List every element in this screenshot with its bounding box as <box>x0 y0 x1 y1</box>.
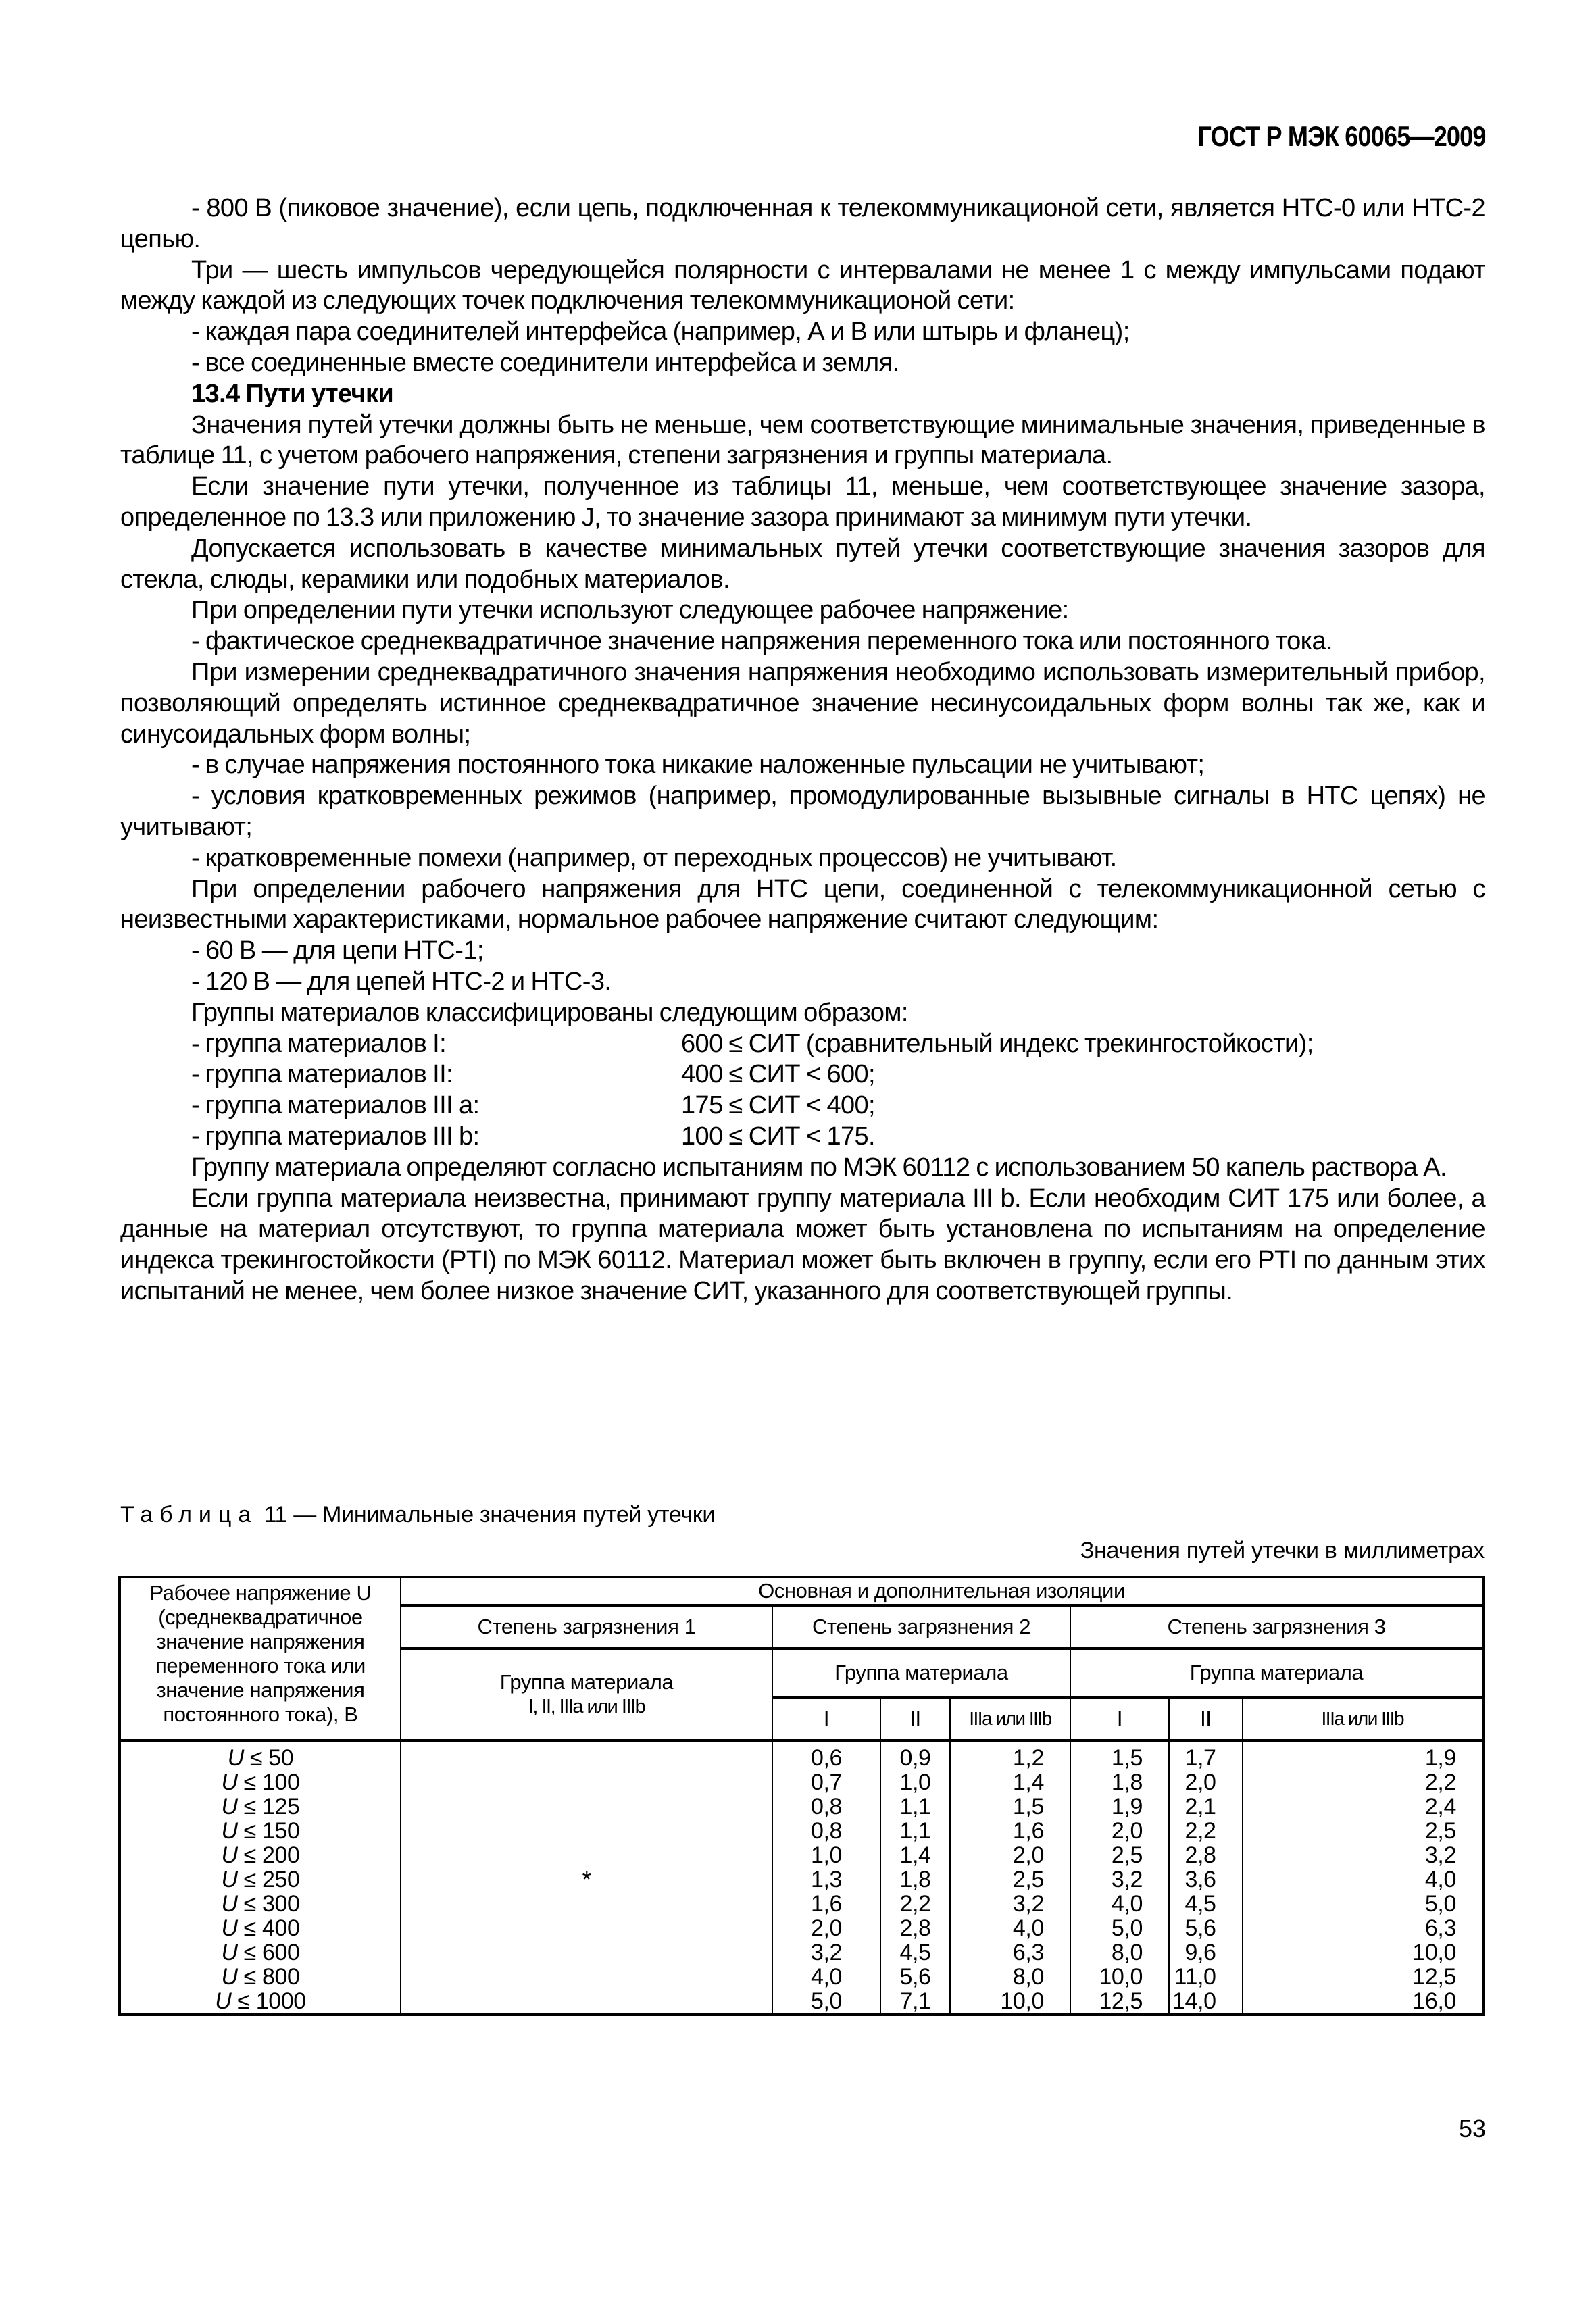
voltage-limit: ≤ 150 <box>237 1818 300 1844</box>
creepage-value-cell: 3,2 <box>1070 1867 1169 1892</box>
header-pd2-material-group: Группа материала <box>772 1649 1070 1697</box>
paragraph: - фактическое среднеквадратичное значение напряжения переменного тока или постоянного тока. <box>191 627 1333 656</box>
paragraph: - все соединенные вместе соединители интерфейса и земля. <box>191 348 899 377</box>
paragraph: При определении рабочего напряжения для НТС цепи, соединенной с телекоммуникационной сетью с неизвестными характеристиками, нормальное рабочее напряжение считают следующим: <box>120 874 1485 934</box>
header-voltage-column <box>120 1577 401 1740</box>
table-row <box>120 1794 1483 1819</box>
voltage-symbol: U <box>221 1940 238 1965</box>
creepage-value-cell: 1,5 <box>950 1794 1070 1819</box>
creepage-value-cell: 1,6 <box>950 1819 1070 1843</box>
creepage-value-cell: 6,3 <box>1243 1916 1483 1940</box>
creepage-value-cell: 6,3 <box>950 1940 1070 1965</box>
creepage-value-cell: 3,2 <box>1243 1843 1483 1867</box>
paragraph: Группы материалов классифицированы следующим образом: <box>191 998 908 1027</box>
document-header: ГОСТ Р МЭК 60065—2009 <box>1197 120 1486 152</box>
paragraph: - каждая пара соединителей интерфейса (например, А и В или штырь и фланец); <box>191 318 1130 347</box>
creepage-value-cell: 10,0 <box>1243 1940 1483 1965</box>
material-group-item <box>120 1029 1485 1060</box>
paragraph: Значения путей утечки должны быть не меньше, чем соответствующие минимальные значения, приведенные в таблице 11, с учетом рабочего напряжения, степени загрязнения и группы материала. <box>120 410 1485 470</box>
voltage-limit: ≤ 300 <box>237 1891 300 1917</box>
creepage-value-cell: 5,6 <box>880 1965 950 1989</box>
header-sub-col: II <box>880 1697 950 1740</box>
voltage-symbol: U <box>221 1867 238 1892</box>
creepage-value-cell: 2,4 <box>1243 1794 1483 1819</box>
creepage-value-cell: 1,4 <box>950 1770 1070 1794</box>
voltage-limit: ≤ 600 <box>237 1940 300 1965</box>
creepage-value-cell: 2,0 <box>1070 1819 1169 1843</box>
header-sub-col: II <box>1169 1697 1243 1740</box>
creepage-value-cell: 3,6 <box>1169 1867 1243 1892</box>
creepage-value-cell: 1,6 <box>772 1892 880 1916</box>
header-insulation: Основная и дополнительная изоляции <box>401 1577 1483 1605</box>
creepage-value-cell: 4,5 <box>880 1940 950 1965</box>
paragraph: Группу материала определяют согласно испытаниям по МЭК 60112 с использованием 50 капель раствора А. <box>191 1153 1447 1182</box>
paragraph: - 120 В — для цепей НТС-2 и НТС-3. <box>191 967 612 996</box>
table-row <box>120 1843 1483 1867</box>
voltage-cell <box>120 1916 401 1940</box>
creepage-value-cell: 10,0 <box>1070 1965 1169 1989</box>
paragraph: При определении пути утечки используют следующее рабочее напряжение: <box>191 596 1069 625</box>
section-heading: 13.4 Пути утечки <box>191 379 394 408</box>
table-units-note: Значения путей утечки в миллиметрах <box>1080 1538 1485 1563</box>
creepage-value-cell: 0,8 <box>772 1794 880 1819</box>
paragraph: - 60 В — для цепи НТС-1; <box>191 936 484 965</box>
material-group-item <box>120 1059 1485 1090</box>
material-group-label: - группа материалов III b: <box>191 1122 480 1151</box>
paragraph: Допускается использовать в качестве минимальных путей утечки соответствующие значения зазоров для стекла, слюды, керамики или подобных материалов. <box>120 534 1485 594</box>
creepage-value-cell: 7,1 <box>880 1989 950 2015</box>
material-group-label: - группа материалов II: <box>191 1060 453 1089</box>
creepage-value-cell: 1,8 <box>1070 1770 1169 1794</box>
voltage-limit: ≤ 125 <box>237 1794 300 1819</box>
voltage-cell <box>120 1989 401 2015</box>
paragraph: - кратковременные помехи (например, от переходных процессов) не учитывают. <box>191 843 1117 872</box>
voltage-cell <box>120 1940 401 1965</box>
creepage-value-cell: 0,9 <box>880 1746 950 1770</box>
voltage-cell <box>120 1867 401 1892</box>
creepage-value-cell: 1,1 <box>880 1794 950 1819</box>
material-group-range: 400 ≤ СИТ < 600; <box>681 1060 876 1089</box>
creepage-value-cell: 2,5 <box>1070 1843 1169 1867</box>
voltage-limit: ≤ 400 <box>237 1915 300 1941</box>
creepage-value-cell: 2,0 <box>1169 1770 1243 1794</box>
material-group-item <box>120 1090 1485 1122</box>
table-row <box>120 1916 1483 1940</box>
voltage-cell <box>120 1892 401 1916</box>
creepage-value-cell: 16,0 <box>1243 1989 1483 2015</box>
creepage-value-cell: 5,0 <box>772 1989 880 2015</box>
creepage-value-cell: 2,2 <box>880 1892 950 1916</box>
table-body <box>120 1740 1483 2015</box>
header-pollution-degree-2: Степень загрязнения 2 <box>772 1605 1070 1649</box>
paragraph: - условия кратковременных режимов (например, промодулированные вызывные сигналы в НТС цепях) не учитывают; <box>120 782 1485 841</box>
creepage-value-cell: 2,0 <box>950 1843 1070 1867</box>
creepage-value-cell: 3,2 <box>772 1940 880 1965</box>
voltage-limit: ≤ 200 <box>237 1842 300 1868</box>
creepage-value-cell: 4,0 <box>1070 1892 1169 1916</box>
voltage-symbol: U <box>221 1915 238 1941</box>
voltage-cell <box>120 1843 401 1867</box>
creepage-value-cell: 8,0 <box>950 1965 1070 1989</box>
header-pd1-material-group <box>401 1649 772 1740</box>
creepage-value-cell: 1,4 <box>880 1843 950 1867</box>
voltage-symbol: U <box>221 1964 238 1990</box>
creepage-value-cell: 3,2 <box>950 1892 1070 1916</box>
creepage-value-cell: 1,7 <box>1169 1746 1243 1770</box>
voltage-cell <box>120 1819 401 1843</box>
creepage-value-cell: 0,6 <box>772 1746 880 1770</box>
header-sub-col: I <box>772 1697 880 1740</box>
table-row <box>120 1770 1483 1794</box>
creepage-value-cell: 1,0 <box>880 1770 950 1794</box>
header-pollution-degree-3: Степень загрязнения 3 <box>1070 1605 1483 1649</box>
material-group-label: - группа материалов III a: <box>191 1091 480 1120</box>
voltage-limit: ≤ 1000 <box>231 1988 306 2014</box>
table-row <box>120 1965 1483 1989</box>
table-caption <box>120 1502 715 1528</box>
table-row <box>120 1819 1483 1843</box>
table-row <box>120 1940 1483 1965</box>
table-row <box>120 1892 1483 1916</box>
table-caption-text: 11 — Минимальные значения путей утечки <box>257 1502 716 1528</box>
material-group-range: 175 ≤ СИТ < 400; <box>681 1091 876 1120</box>
material-groups-list <box>120 1029 1485 1153</box>
paragraph: - в случае напряжения постоянного тока никакие наложенные пульсации не учитывают; <box>191 751 1205 780</box>
creepage-value-cell: 1,2 <box>950 1746 1070 1770</box>
voltage-symbol: U <box>227 1745 244 1771</box>
creepage-value-cell: 4,0 <box>772 1965 880 1989</box>
voltage-cell <box>120 1965 401 1989</box>
creepage-value-cell: 5,6 <box>1169 1916 1243 1940</box>
creepage-value-cell: 1,0 <box>772 1843 880 1867</box>
creepage-value-cell: 1,8 <box>880 1867 950 1892</box>
creepage-value-cell: 11,0 <box>1169 1965 1243 1989</box>
creepage-value-cell: 8,0 <box>1070 1940 1169 1965</box>
material-group-range: 100 ≤ СИТ < 175. <box>681 1122 876 1151</box>
header-pd3-material-group: Группа материала <box>1070 1649 1483 1697</box>
table-row <box>120 1989 1483 2015</box>
paragraph: При измерении среднеквадратичного значения напряжения необходимо использовать измерительный прибор, позволяющий определять истинное среднеквадратичное значение несинусоидальных форм волны так же, как и синусоидальных форм волны; <box>120 657 1485 749</box>
header-voltage-text: Рабочее напряжение U (среднеквадратичное значение напряжения переменного тока или значение напряжения постоянного тока), В <box>149 1581 372 1726</box>
creepage-value-cell: 2,5 <box>1243 1819 1483 1843</box>
voltage-limit: ≤ 50 <box>243 1745 294 1771</box>
creepage-value-cell: 10,0 <box>950 1989 1070 2015</box>
voltage-limit: ≤ 800 <box>237 1964 300 1990</box>
creepage-value-cell: 4,0 <box>950 1916 1070 1940</box>
creepage-table <box>118 1576 1485 2016</box>
table-caption-prefix: Таблица <box>120 1502 258 1528</box>
material-group-item <box>120 1122 1485 1153</box>
creepage-value-cell: 5,0 <box>1070 1916 1169 1940</box>
creepage-value-cell: 14,0 <box>1169 1989 1243 2015</box>
voltage-limit: ≤ 250 <box>237 1867 300 1892</box>
paragraph: Если группа материала неизвестна, принимают группу материала III b. Если необходим СИТ 175 или более, а данные на материал отсутствуют, то группа материала может быть установлена по испытаниям на определение индекса трекингостойкости (PTI) по МЭК 60112. Материал может быть включен в группу, если его PTI по данным этих испытаний не менее, чем более низкое значение СИТ, указанного для соответствующей группы. <box>120 1184 1485 1305</box>
paragraph: - 800 В (пиковое значение), если цепь, подключенная к телекоммуникационой сети, является НТС-0 или НТС-2 цепью. <box>120 194 1485 253</box>
voltage-cell <box>120 1746 401 1770</box>
voltage-limit: ≤ 100 <box>237 1769 300 1795</box>
creepage-value-cell: 2,8 <box>880 1916 950 1940</box>
creepage-value-cell: 4,5 <box>1169 1892 1243 1916</box>
material-group-label: - группа материалов I: <box>191 1029 447 1058</box>
voltage-symbol: U <box>221 1891 238 1917</box>
voltage-cell <box>120 1770 401 1794</box>
creepage-value-cell: 2,5 <box>950 1867 1070 1892</box>
header-sub-col: IIIa или IIIb <box>1243 1697 1483 1740</box>
creepage-value-cell: 2,0 <box>772 1916 880 1940</box>
creepage-value-cell: 12,5 <box>1070 1989 1169 2015</box>
voltage-symbol: U <box>221 1818 238 1844</box>
creepage-value-cell: 1,9 <box>1070 1794 1169 1819</box>
creepage-value-cell: 1,9 <box>1243 1746 1483 1770</box>
header-sub-col: I <box>1070 1697 1169 1740</box>
paragraph: Три — шесть импульсов чередующейся полярности с интервалами не менее 1 с между импульсами подают между каждой из следующих точек подключения телекоммуникационой сети: <box>120 255 1485 316</box>
header-sub-col: IIIa или IIIb <box>950 1697 1070 1740</box>
creepage-value-cell: 2,2 <box>1169 1819 1243 1843</box>
creepage-value-cell: 9,6 <box>1169 1940 1243 1965</box>
page-number: 53 <box>1458 2115 1486 2142</box>
creepage-value-cell: 1,3 <box>772 1867 880 1892</box>
creepage-value-cell: 2,8 <box>1169 1843 1243 1867</box>
header-pd1-group-label: Группа материала <box>499 1670 674 1694</box>
header-pd1-group-sub: I, II, IIIa или IIIb <box>528 1696 645 1717</box>
voltage-symbol: U <box>221 1794 238 1819</box>
creepage-value-cell: 4,0 <box>1243 1867 1483 1892</box>
pd1-footnote-cell: * <box>401 1746 772 2015</box>
voltage-symbol: U <box>215 1988 232 2014</box>
creepage-value-cell: 1,5 <box>1070 1746 1169 1770</box>
creepage-value-cell: 0,7 <box>772 1770 880 1794</box>
voltage-symbol: U <box>221 1769 238 1795</box>
creepage-value-cell: 2,2 <box>1243 1770 1483 1794</box>
material-group-range: 600 ≤ СИТ (сравнительный индекс трекингостойкости); <box>681 1029 1314 1058</box>
paragraph: Если значение пути утечки, полученное из таблицы 11, меньше, чем соответствующее значение зазора, определенное по 13.3 или приложению J, то значение зазора принимают за минимум пути утечки. <box>120 472 1485 532</box>
creepage-value-cell: 1,1 <box>880 1819 950 1843</box>
body-text <box>120 193 1485 1307</box>
paragraphs-after <box>120 1153 1485 1307</box>
creepage-value-cell: 2,1 <box>1169 1794 1243 1819</box>
creepage-value-cell: 12,5 <box>1243 1965 1483 1989</box>
creepage-value-cell: 0,8 <box>772 1819 880 1843</box>
paragraphs-before <box>120 193 1485 1029</box>
voltage-symbol: U <box>221 1842 238 1868</box>
table-row <box>120 1867 1483 1892</box>
header-pollution-degree-1: Степень загрязнения 1 <box>401 1605 772 1649</box>
creepage-value-cell: 5,0 <box>1243 1892 1483 1916</box>
voltage-cell <box>120 1794 401 1819</box>
table-row <box>120 1746 1483 1770</box>
